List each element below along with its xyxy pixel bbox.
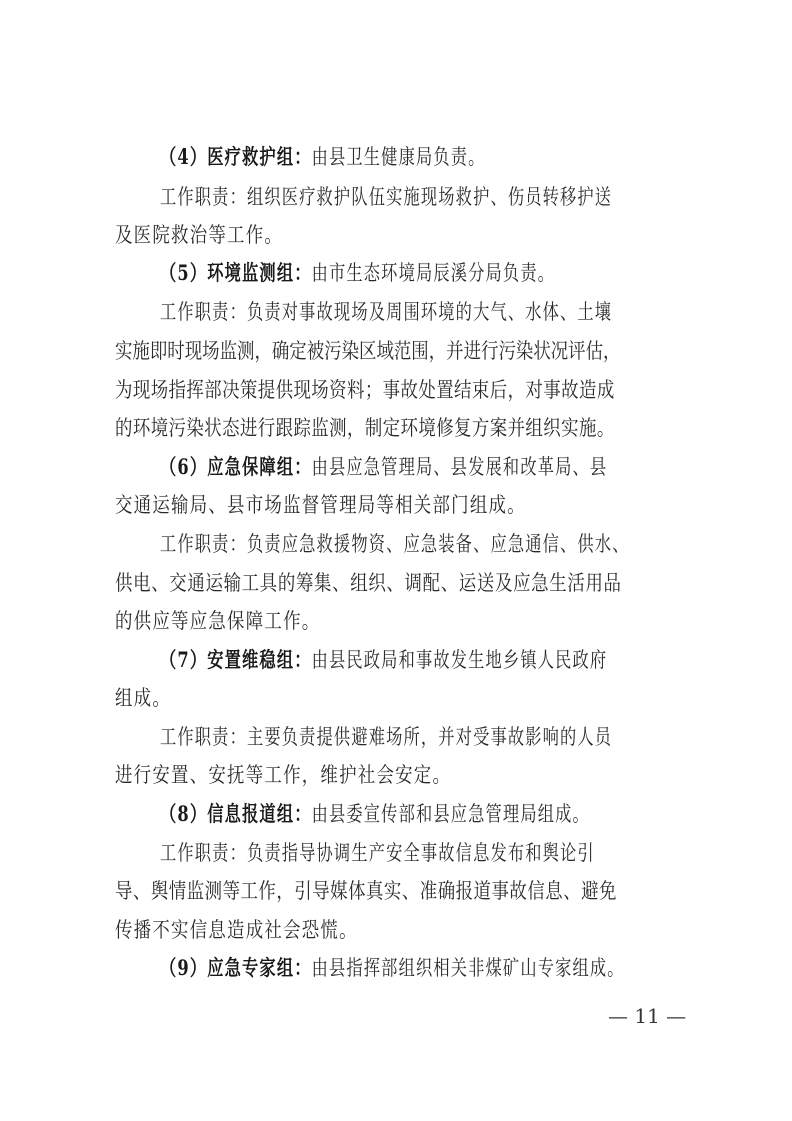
section-8-responsible: 由县委宣传部和县应急管理局组成。 [311,802,590,826]
section-6-number: （6） [160,454,208,479]
section-7-number: （7） [160,647,208,672]
section-9-title: 应急专家组： [207,955,312,980]
section-6-duty-line-1: 工作职责：负责应急救援物资、应急装备、应急通信、供水、 [160,532,630,556]
section-6-title: 应急保障组： [207,454,312,479]
section-9-heading [160,954,772,982]
section-8-title: 信息报道组： [207,801,312,826]
section-7-title: 安置维稳组： [207,647,312,672]
section-4-responsible: 由县卫生健康局负责。 [311,145,486,169]
section-8-duty-line-3: 传播不实信息造成社会恐慌。 [115,918,358,942]
section-7-responsible: 由县民政局和事故发生地乡镇人民政府 [311,648,608,672]
section-5-duty-line-1: 工作职责：负责对事故现场及周围环境的大气、水体、土壤 [160,300,613,324]
section-8-heading [160,800,772,828]
section-6-heading-continued: 交通运输局、县市场监督管理局等相关部门组成。 [115,493,526,517]
section-5-duty-line-2: 实施即时现场监测，确定被污染区域范围，并进行污染状况评估， [115,339,621,363]
section-5-title: 环境监测组： [207,260,312,285]
page-number: — 11 — [608,1004,687,1028]
section-7-duty-line-2: 进行安置、安抚等工作，维护社会安定。 [115,763,452,787]
section-8-duty-line-2: 导、舆情监测等工作，引导媒体真实、准确报道事故信息、避免 [115,879,617,903]
section-8-number: （8） [160,801,208,826]
section-6-duty-line-2: 供电、交通运输工具的筹集、组织、调配、运送及应急生活用品 [115,571,622,595]
section-4-duty-line-2: 及医院救治等工作。 [115,223,284,247]
section-9-responsible: 由县指挥部组织相关非煤矿山专家组成。 [311,956,625,980]
section-5-duty-line-3: 为现场指挥部决策提供现场资料；事故处置结束后，对事故造成 [115,378,615,402]
section-4-duty-line-1: 工作职责：组织医疗救护队伍实施现场救护、伤员转移护送 [160,185,613,209]
section-5-duty-line-4: 的环境污染状态进行跟踪监测，制定环境修复方案并组织实施。 [115,416,615,440]
section-6-responsible: 由县应急管理局、县发展和改革局、县 [311,455,608,479]
section-7-heading-continued: 组成。 [115,686,172,710]
section-7-duty-line-1: 工作职责：主要负责提供避难场所，并对受事故影响的人员 [160,725,613,749]
section-6-duty-line-3: 的供应等应急保障工作。 [115,609,321,633]
section-4-heading [160,143,772,171]
section-8-duty-line-1: 工作职责：负责指导协调生产安全事故信息发布和舆论引 [160,841,595,865]
section-4-number: （4） [160,144,208,169]
section-5-number: （5） [160,260,208,285]
section-6-heading [160,453,772,481]
section-4-title: 医疗救护组： [207,144,312,169]
section-5-heading [160,259,772,287]
section-5-responsible: 由市生态环境局辰溪分局负责。 [311,261,556,285]
section-7-heading [160,646,772,674]
section-9-number: （9） [160,955,208,980]
